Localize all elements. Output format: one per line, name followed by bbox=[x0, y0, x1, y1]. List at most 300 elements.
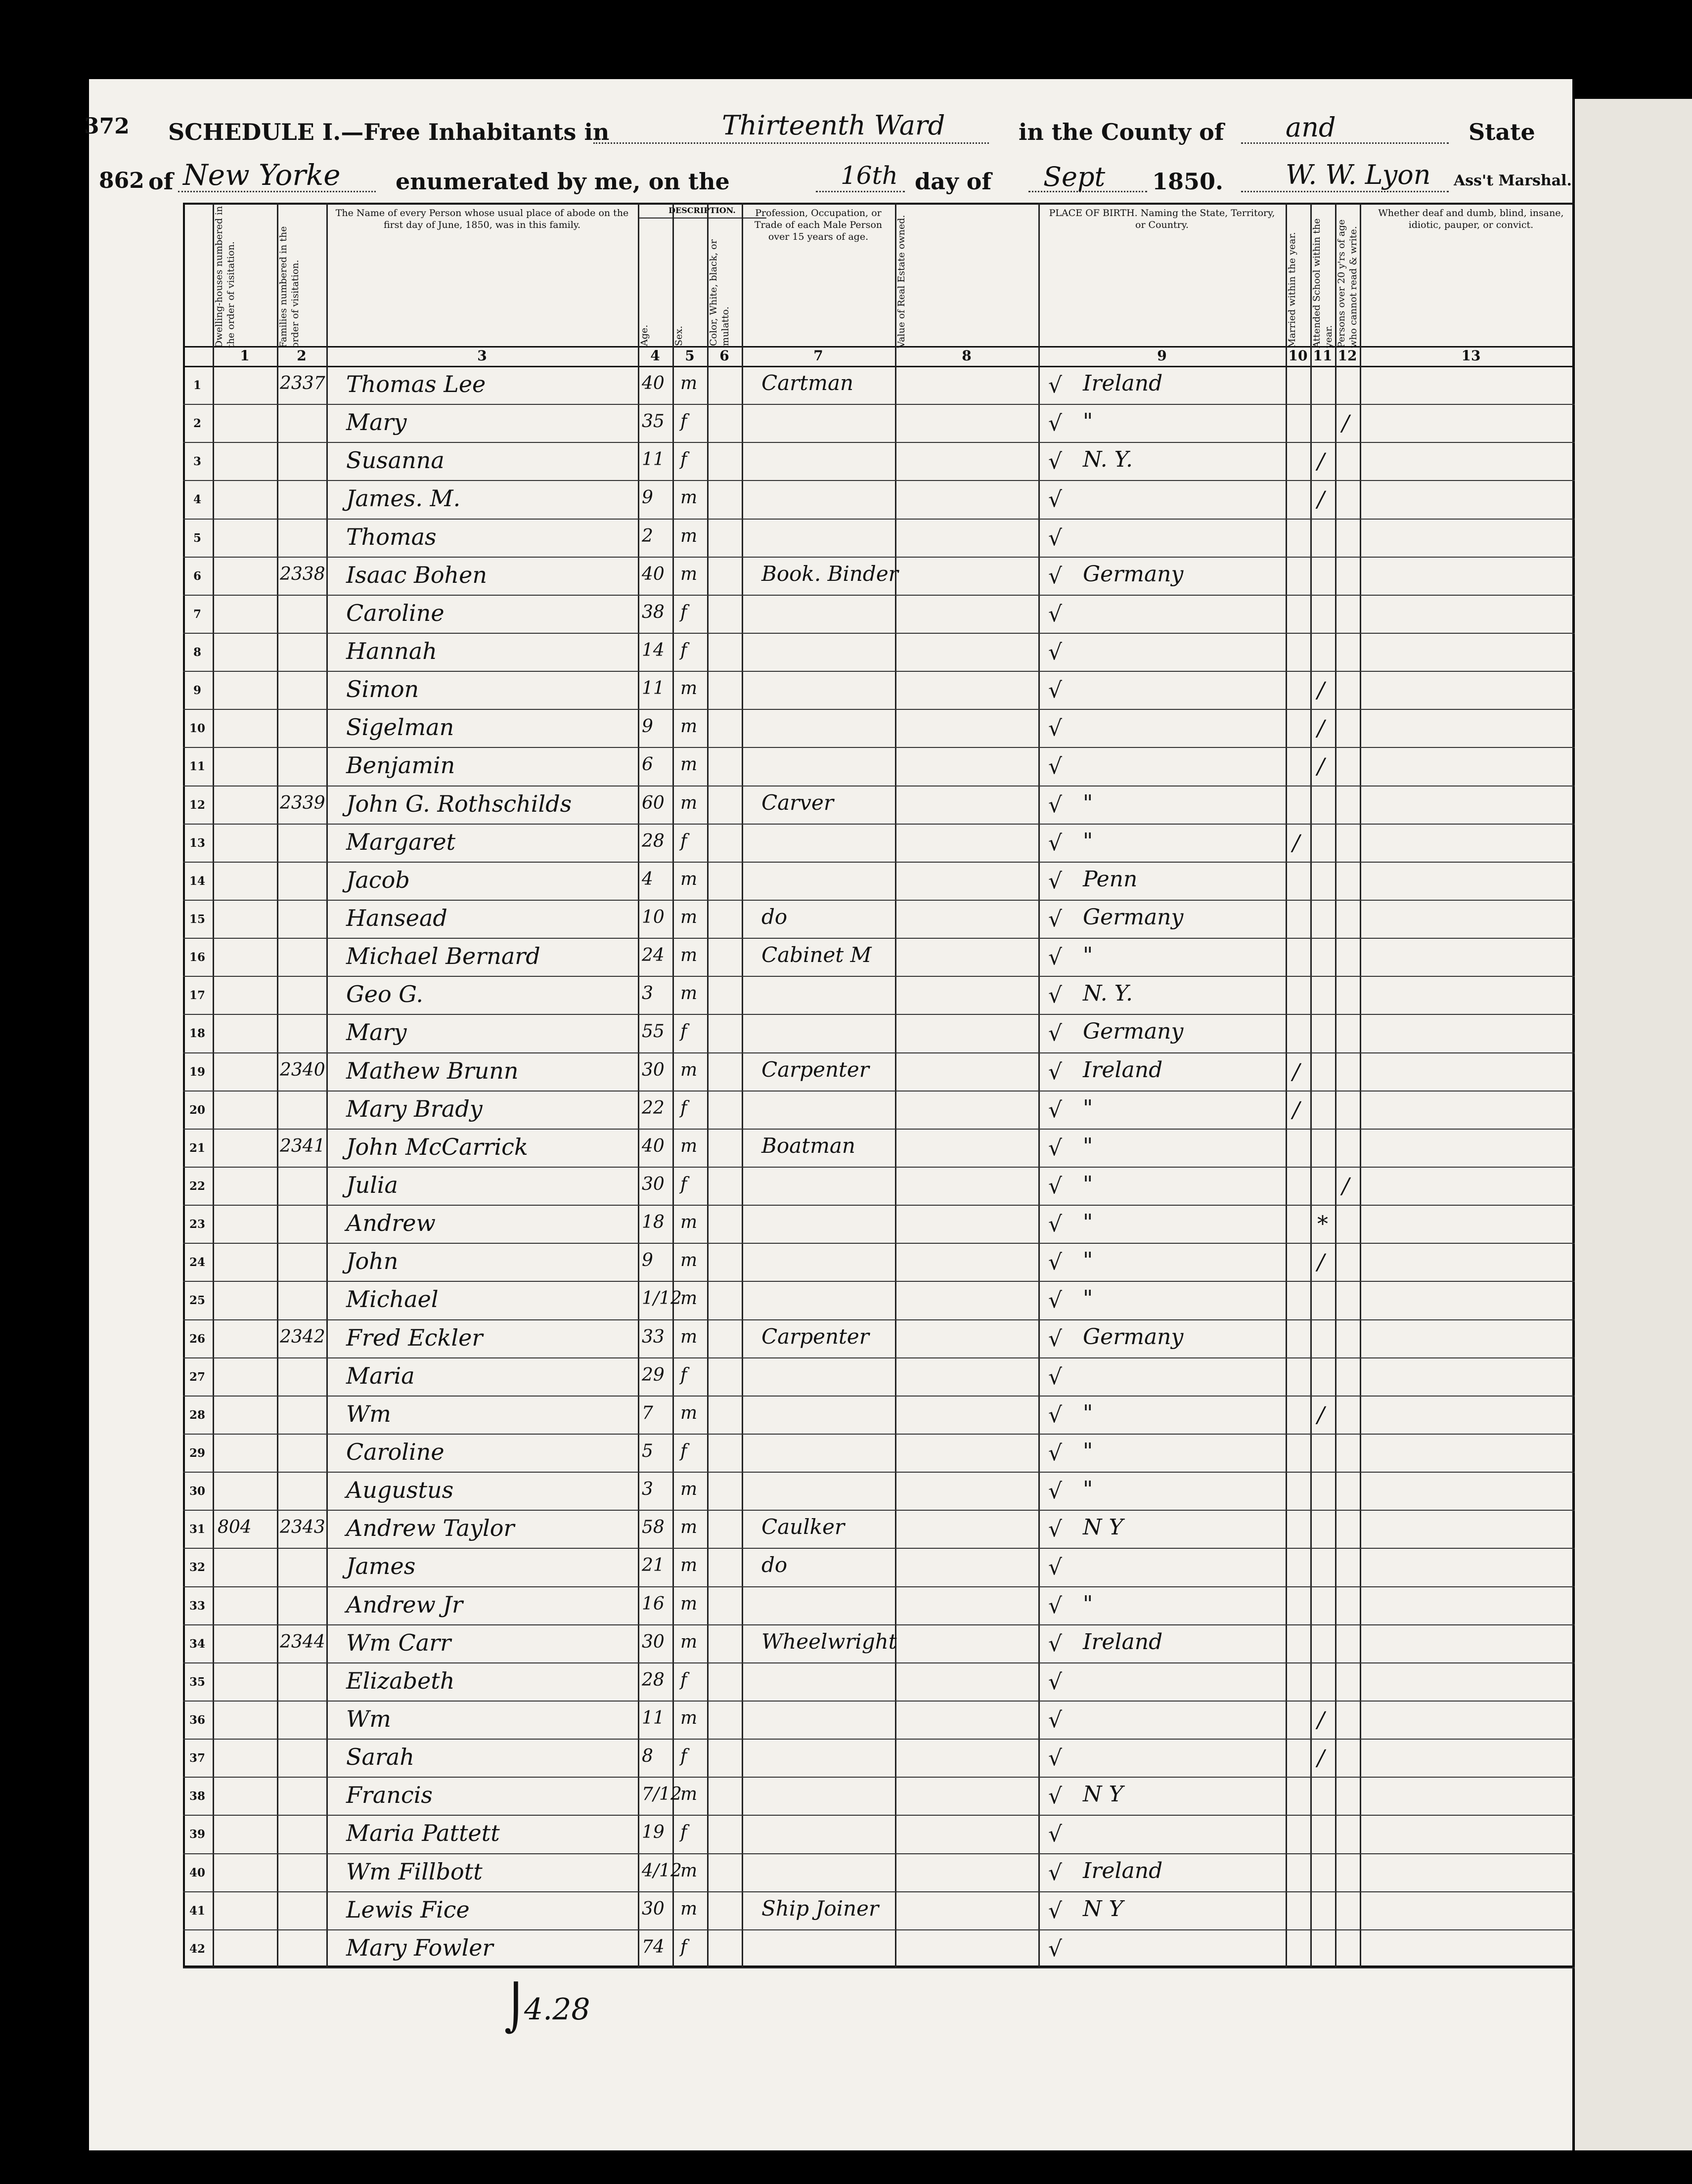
row-rule bbox=[183, 1967, 1612, 1968]
column-rule bbox=[1286, 203, 1287, 1967]
person-name: Benjamin bbox=[346, 752, 455, 779]
married-mark: / bbox=[1292, 1059, 1300, 1085]
family-number: 2343 bbox=[280, 1517, 325, 1538]
row-rule bbox=[183, 1891, 1612, 1892]
row-number: 40 bbox=[189, 1866, 205, 1879]
occupation: Carpenter bbox=[761, 1057, 869, 1082]
person-sex: m bbox=[680, 373, 698, 393]
birth-check-mark: √ bbox=[1048, 1707, 1063, 1733]
row-rule bbox=[183, 1091, 1612, 1092]
row-rule bbox=[183, 824, 1612, 825]
row-number: 24 bbox=[189, 1256, 205, 1269]
county-value: and bbox=[1286, 112, 1336, 143]
person-age: 40 bbox=[642, 1136, 665, 1156]
family-number: 2344 bbox=[280, 1631, 325, 1652]
person-name: Mary bbox=[346, 409, 407, 436]
column-header-9: PLACE OF BIRTH. Naming the State, Territory, or Country. bbox=[1049, 208, 1275, 230]
person-name: Maria bbox=[346, 1362, 415, 1389]
person-name: Andrew bbox=[346, 1210, 436, 1237]
birth-check-mark: √ bbox=[1048, 487, 1063, 513]
row-number: 13 bbox=[189, 836, 205, 850]
school-mark: / bbox=[1317, 487, 1325, 513]
place-of-birth: N Y bbox=[1083, 1515, 1123, 1540]
row-number: 23 bbox=[189, 1218, 205, 1231]
person-age: 9 bbox=[642, 716, 653, 737]
family-number: 2337 bbox=[280, 373, 325, 393]
person-sex: m bbox=[680, 792, 698, 813]
county-dotline bbox=[1241, 142, 1449, 144]
place-of-birth: " bbox=[1083, 1400, 1093, 1426]
person-age: 74 bbox=[642, 1936, 665, 1957]
row-number: 42 bbox=[189, 1942, 205, 1956]
column-header-10: Married within the year. bbox=[1287, 232, 1297, 348]
column-number-rule bbox=[183, 366, 1612, 367]
column-number-7: 7 bbox=[813, 348, 823, 364]
column-header-6: Color, White, black, or mulatto. bbox=[708, 239, 731, 346]
row-rule bbox=[183, 862, 1612, 863]
person-age: 38 bbox=[642, 602, 665, 622]
person-name: Andrew Taylor bbox=[346, 1515, 515, 1542]
row-rule bbox=[183, 1167, 1612, 1168]
birth-check-mark: √ bbox=[1048, 1021, 1063, 1047]
birth-check-mark: √ bbox=[1048, 525, 1063, 551]
place-of-birth: " bbox=[1083, 1172, 1093, 1197]
marshal-dotline bbox=[1241, 191, 1449, 192]
place-of-birth: " bbox=[1083, 1095, 1093, 1121]
row-number: 3 bbox=[193, 455, 201, 469]
person-name: James bbox=[346, 1553, 416, 1580]
birth-check-mark: √ bbox=[1048, 1822, 1063, 1847]
column-rule bbox=[1310, 203, 1312, 1967]
page-stamp: 372 bbox=[84, 114, 130, 139]
census-sheet bbox=[84, 79, 1572, 2150]
row-number: 16 bbox=[189, 951, 205, 964]
person-sex: m bbox=[680, 945, 698, 966]
row-rule bbox=[183, 671, 1612, 672]
birth-check-mark: √ bbox=[1048, 640, 1063, 665]
place-of-birth: Germany bbox=[1083, 561, 1184, 587]
row-rule bbox=[183, 1624, 1612, 1625]
column-header-7: Profession, Occupation, or Trade of each Male Person over 15 years of age. bbox=[754, 208, 883, 242]
birth-check-mark: √ bbox=[1048, 1593, 1063, 1618]
person-sex: m bbox=[680, 525, 698, 546]
person-name: Francis bbox=[346, 1782, 433, 1809]
person-age: 55 bbox=[642, 1021, 665, 1042]
person-name: John McCarrick bbox=[346, 1133, 528, 1160]
row-number: 10 bbox=[189, 722, 205, 736]
place-of-birth: Penn bbox=[1083, 866, 1138, 892]
person-sex: m bbox=[680, 1555, 698, 1576]
birth-check-mark: √ bbox=[1048, 1898, 1063, 1923]
school-mark: / bbox=[1317, 1707, 1325, 1733]
person-age: 6 bbox=[642, 754, 653, 775]
row-number: 33 bbox=[189, 1599, 205, 1613]
row-rule bbox=[183, 633, 1612, 634]
ward-value: Thirteenth Ward bbox=[722, 110, 945, 141]
occupation: Book. Binder bbox=[761, 561, 898, 586]
place-of-birth: " bbox=[1083, 1591, 1093, 1616]
person-age: 11 bbox=[642, 678, 665, 699]
birth-check-mark: √ bbox=[1048, 1135, 1063, 1161]
person-sex: f bbox=[680, 830, 687, 851]
family-number: 2341 bbox=[280, 1136, 325, 1156]
birth-check-mark: √ bbox=[1048, 868, 1063, 894]
row-rule bbox=[183, 480, 1612, 481]
row-number: 39 bbox=[189, 1828, 205, 1841]
column-header-3: The Name of every Person whose usual place of abode on the first day of June, 1850, was in this family. bbox=[335, 208, 629, 230]
county-label: in the County of bbox=[1019, 119, 1224, 145]
enumerated-label: enumerated by me, on the bbox=[396, 168, 730, 195]
person-age: 4 bbox=[642, 869, 653, 889]
person-age: 7 bbox=[642, 1402, 653, 1423]
row-rule bbox=[183, 1662, 1612, 1663]
adjacent-page-edge bbox=[1575, 99, 1692, 2150]
column-number-3: 3 bbox=[477, 348, 487, 364]
row-number: 12 bbox=[189, 798, 205, 812]
column-rule bbox=[213, 203, 214, 1967]
birth-check-mark: √ bbox=[1048, 449, 1063, 475]
birth-check-mark: √ bbox=[1048, 1669, 1063, 1695]
description-group-label: DESCRIPTION. bbox=[668, 206, 736, 215]
person-name: Hannah bbox=[346, 638, 437, 664]
person-sex: m bbox=[680, 983, 698, 1004]
school-mark: / bbox=[1317, 1250, 1325, 1275]
row-rule bbox=[183, 1357, 1612, 1358]
column-rule bbox=[895, 203, 896, 1967]
person-sex: f bbox=[680, 411, 687, 432]
year-label: 1850. bbox=[1152, 168, 1224, 195]
of-label: of bbox=[148, 168, 174, 195]
person-age: 28 bbox=[642, 830, 665, 851]
person-age: 19 bbox=[642, 1822, 665, 1843]
person-name: Wm Fillbott bbox=[346, 1858, 483, 1885]
row-rule bbox=[183, 900, 1612, 901]
person-name: Mary bbox=[346, 1019, 407, 1046]
person-name: Michael bbox=[346, 1286, 439, 1313]
person-sex: m bbox=[680, 754, 698, 775]
birth-check-mark: √ bbox=[1048, 601, 1063, 627]
person-sex: f bbox=[680, 1822, 687, 1843]
row-number: 8 bbox=[193, 646, 201, 659]
person-name: Mary Fowler bbox=[346, 1934, 493, 1961]
birth-check-mark: √ bbox=[1048, 1441, 1063, 1466]
person-sex: f bbox=[680, 449, 687, 470]
person-age: 8 bbox=[642, 1746, 653, 1767]
place-of-birth: " bbox=[1083, 1286, 1093, 1311]
row-rule bbox=[183, 1853, 1612, 1854]
birth-check-mark: √ bbox=[1048, 1174, 1063, 1199]
column-number-13: 13 bbox=[1461, 348, 1481, 364]
person-sex: m bbox=[680, 1288, 698, 1309]
row-rule bbox=[183, 1319, 1612, 1320]
row-rule bbox=[183, 709, 1612, 710]
row-rule bbox=[183, 1472, 1612, 1473]
column-rule bbox=[672, 203, 674, 1967]
place-of-birth: Ireland bbox=[1083, 1858, 1163, 1883]
column-header-8: Value of Real Estate owned. bbox=[896, 215, 907, 348]
row-number: 22 bbox=[189, 1179, 205, 1193]
person-name: James. M. bbox=[346, 485, 461, 512]
census-table bbox=[183, 203, 1612, 1967]
schedule-title: SCHEDULE I.—Free Inhabitants in bbox=[168, 119, 610, 145]
row-rule bbox=[183, 1929, 1612, 1930]
day-dotline bbox=[816, 191, 905, 192]
person-age: 30 bbox=[642, 1174, 665, 1194]
family-number: 2340 bbox=[280, 1059, 325, 1080]
person-age: 18 bbox=[642, 1212, 665, 1233]
row-number: 35 bbox=[189, 1675, 205, 1689]
place-of-birth: N Y bbox=[1083, 1782, 1123, 1807]
person-name: Caroline bbox=[346, 1439, 445, 1465]
school-mark: / bbox=[1317, 754, 1325, 780]
person-name: Julia bbox=[346, 1172, 398, 1198]
birth-check-mark: √ bbox=[1048, 1631, 1063, 1657]
birth-check-mark: √ bbox=[1048, 1250, 1063, 1275]
column-number-10: 10 bbox=[1288, 348, 1308, 364]
person-age: 3 bbox=[642, 1479, 653, 1500]
person-sex: m bbox=[680, 1708, 698, 1728]
column-rule bbox=[1038, 203, 1040, 1967]
birth-check-mark: √ bbox=[1048, 1212, 1063, 1237]
occupation: Caulker bbox=[761, 1515, 845, 1539]
place-of-birth: " bbox=[1083, 1210, 1093, 1235]
birth-check-mark: √ bbox=[1048, 563, 1063, 589]
person-age: 24 bbox=[642, 945, 665, 966]
state-value: New Yorke bbox=[183, 158, 341, 192]
column-header-11: Attended School within the year. bbox=[1311, 218, 1334, 348]
person-name: Mathew Brunn bbox=[346, 1057, 519, 1084]
person-sex: m bbox=[680, 1326, 698, 1347]
person-age: 7/12 bbox=[642, 1784, 682, 1805]
marshal-value: W. W. Lyon bbox=[1286, 159, 1431, 190]
column-number-2: 2 bbox=[297, 348, 307, 364]
person-sex: m bbox=[680, 869, 698, 889]
month-value: Sept bbox=[1043, 161, 1106, 192]
row-rule bbox=[183, 1701, 1612, 1702]
state-label: State bbox=[1469, 119, 1535, 145]
school-mark: / bbox=[1317, 678, 1325, 703]
birth-check-mark: √ bbox=[1048, 754, 1063, 780]
column-number-4: 4 bbox=[650, 348, 660, 364]
birth-check-mark: √ bbox=[1048, 716, 1063, 742]
person-sex: m bbox=[680, 1593, 698, 1614]
occupation: Carver bbox=[761, 790, 834, 815]
place-of-birth: Germany bbox=[1083, 1019, 1184, 1045]
occupation: Boatman bbox=[761, 1133, 855, 1158]
person-age: 14 bbox=[642, 640, 665, 660]
married-mark: / bbox=[1292, 1097, 1300, 1123]
person-sex: m bbox=[680, 1250, 698, 1271]
birth-check-mark: √ bbox=[1048, 1364, 1063, 1390]
person-age: 3 bbox=[642, 983, 653, 1004]
family-number: 2338 bbox=[280, 564, 325, 584]
person-age: 11 bbox=[642, 449, 665, 470]
row-number: 38 bbox=[189, 1790, 205, 1803]
person-sex: m bbox=[680, 487, 698, 508]
row-rule bbox=[183, 1739, 1612, 1740]
column-rule bbox=[326, 203, 328, 1967]
person-name: Margaret bbox=[346, 828, 456, 855]
row-number: 25 bbox=[189, 1294, 205, 1308]
row-rule bbox=[183, 1815, 1612, 1816]
place-of-birth: Germany bbox=[1083, 1324, 1184, 1350]
person-sex: f bbox=[680, 1021, 687, 1042]
person-sex: f bbox=[680, 1746, 687, 1767]
birth-check-mark: √ bbox=[1048, 1746, 1063, 1771]
occupation: Wheelwright bbox=[761, 1629, 897, 1654]
birth-check-mark: √ bbox=[1048, 1326, 1063, 1352]
person-sex: f bbox=[680, 1936, 687, 1957]
person-sex: f bbox=[680, 1441, 687, 1461]
person-name: Sigelman bbox=[346, 714, 454, 741]
column-header-2: Families numbered in the order of visitation. bbox=[278, 226, 301, 348]
place-of-birth: " bbox=[1083, 1477, 1093, 1502]
occupation: Cabinet M bbox=[761, 943, 872, 967]
person-age: 9 bbox=[642, 487, 653, 508]
footer-note: 4.28 bbox=[524, 1992, 590, 2027]
person-name: Sarah bbox=[346, 1744, 414, 1771]
row-number: 28 bbox=[189, 1408, 205, 1422]
person-name: Wm bbox=[346, 1705, 391, 1732]
family-number: 2339 bbox=[280, 792, 325, 813]
row-number: 7 bbox=[193, 607, 201, 621]
column-number-9: 9 bbox=[1157, 348, 1167, 364]
place-of-birth: " bbox=[1083, 1133, 1093, 1159]
row-rule bbox=[183, 1396, 1612, 1397]
row-number: 30 bbox=[189, 1485, 205, 1498]
person-age: 28 bbox=[642, 1669, 665, 1690]
person-name: Thomas bbox=[346, 523, 437, 550]
person-age: 21 bbox=[642, 1555, 665, 1576]
row-rule bbox=[183, 1777, 1612, 1778]
dwelling-number: 804 bbox=[218, 1517, 252, 1538]
place-of-birth: Ireland bbox=[1083, 1057, 1163, 1083]
row-rule bbox=[183, 1129, 1612, 1130]
row-rule bbox=[183, 595, 1612, 596]
column-number-1: 1 bbox=[240, 348, 250, 364]
column-rule bbox=[1335, 203, 1336, 1967]
person-sex: m bbox=[680, 564, 698, 584]
column-rule bbox=[638, 203, 639, 1967]
column-rule bbox=[277, 203, 278, 1967]
row-number: 20 bbox=[189, 1103, 205, 1117]
state-prefix-number: 862 bbox=[99, 168, 144, 193]
row-number: 21 bbox=[189, 1141, 205, 1155]
occupation: do bbox=[761, 1553, 788, 1577]
birth-check-mark: √ bbox=[1048, 373, 1063, 398]
person-name: Simon bbox=[346, 676, 419, 703]
birth-check-mark: √ bbox=[1048, 1517, 1063, 1542]
row-number: 27 bbox=[189, 1370, 205, 1384]
place-of-birth: " bbox=[1083, 1248, 1093, 1273]
birth-check-mark: √ bbox=[1048, 983, 1063, 1008]
illiterate-mark: / bbox=[1342, 411, 1349, 437]
row-rule bbox=[183, 976, 1612, 977]
column-number-6: 6 bbox=[719, 348, 729, 364]
ward-dotline bbox=[593, 142, 989, 144]
row-rule bbox=[183, 557, 1612, 558]
person-name: Caroline bbox=[346, 599, 445, 626]
person-name: Geo G. bbox=[346, 981, 424, 1008]
person-age: 33 bbox=[642, 1326, 665, 1347]
row-rule bbox=[183, 1052, 1612, 1053]
place-of-birth: Germany bbox=[1083, 905, 1184, 930]
person-age: 35 bbox=[642, 411, 665, 432]
school-mark: / bbox=[1317, 449, 1325, 475]
person-sex: m bbox=[680, 1136, 698, 1156]
person-sex: f bbox=[680, 1174, 687, 1194]
row-rule bbox=[183, 404, 1612, 405]
person-name: Lewis Fice bbox=[346, 1896, 470, 1923]
birth-check-mark: √ bbox=[1048, 1555, 1063, 1580]
person-age: 5 bbox=[642, 1441, 653, 1461]
person-sex: f bbox=[680, 1669, 687, 1690]
place-of-birth: N. Y. bbox=[1083, 447, 1133, 473]
row-rule bbox=[183, 519, 1612, 520]
person-age: 22 bbox=[642, 1097, 665, 1118]
row-number: 6 bbox=[193, 569, 201, 583]
person-sex: m bbox=[680, 1860, 698, 1881]
birth-check-mark: √ bbox=[1048, 792, 1063, 818]
column-rule bbox=[742, 203, 743, 1967]
row-number: 18 bbox=[189, 1027, 205, 1041]
row-number: 4 bbox=[193, 493, 201, 507]
family-number: 2342 bbox=[280, 1326, 325, 1347]
person-sex: f bbox=[680, 1364, 687, 1385]
person-sex: m bbox=[680, 1517, 698, 1538]
school-mark: / bbox=[1317, 716, 1325, 742]
row-number: 2 bbox=[193, 417, 201, 431]
row-number: 17 bbox=[189, 989, 205, 1003]
person-sex: m bbox=[680, 1898, 698, 1919]
column-header-13: Whether deaf and dumb, blind, insane, idiotic, pauper, or convict. bbox=[1378, 208, 1564, 230]
row-number: 14 bbox=[189, 874, 205, 888]
birth-check-mark: √ bbox=[1048, 411, 1063, 437]
month-dotline bbox=[1028, 191, 1147, 192]
illiterate-mark: / bbox=[1342, 1174, 1349, 1199]
birth-check-mark: √ bbox=[1048, 830, 1063, 856]
row-rule bbox=[183, 1014, 1612, 1015]
person-sex: m bbox=[680, 1784, 698, 1805]
person-age: 29 bbox=[642, 1364, 665, 1385]
column-header-1: Dwelling-houses numbered in the order of visitation. bbox=[214, 206, 236, 348]
row-number: 26 bbox=[189, 1332, 205, 1346]
person-name: Fred Eckler bbox=[346, 1324, 483, 1351]
occupation: Carpenter bbox=[761, 1324, 869, 1349]
person-age: 4/12 bbox=[642, 1860, 682, 1881]
birth-check-mark: √ bbox=[1048, 1784, 1063, 1809]
person-name: Wm Carr bbox=[346, 1629, 451, 1656]
person-age: 40 bbox=[642, 564, 665, 584]
place-of-birth: Ireland bbox=[1083, 1629, 1163, 1655]
column-header-12: Persons over 20 y'rs of age who cannot read & write. bbox=[1336, 219, 1359, 348]
row-rule bbox=[183, 1434, 1612, 1435]
place-of-birth: " bbox=[1083, 828, 1093, 854]
occupation: Cartman bbox=[761, 371, 854, 395]
school-mark: * bbox=[1317, 1212, 1328, 1237]
place-of-birth: N. Y. bbox=[1083, 981, 1133, 1006]
row-number: 29 bbox=[189, 1446, 205, 1460]
person-age: 16 bbox=[642, 1593, 665, 1614]
person-name: Andrew Jr bbox=[346, 1591, 463, 1618]
person-age: 30 bbox=[642, 1898, 665, 1919]
person-name: Jacob bbox=[346, 866, 410, 893]
birth-check-mark: √ bbox=[1048, 1288, 1063, 1313]
birth-check-mark: √ bbox=[1048, 1479, 1063, 1504]
occupation: do bbox=[761, 905, 788, 929]
person-sex: f bbox=[680, 1097, 687, 1118]
row-number: 9 bbox=[193, 684, 201, 698]
